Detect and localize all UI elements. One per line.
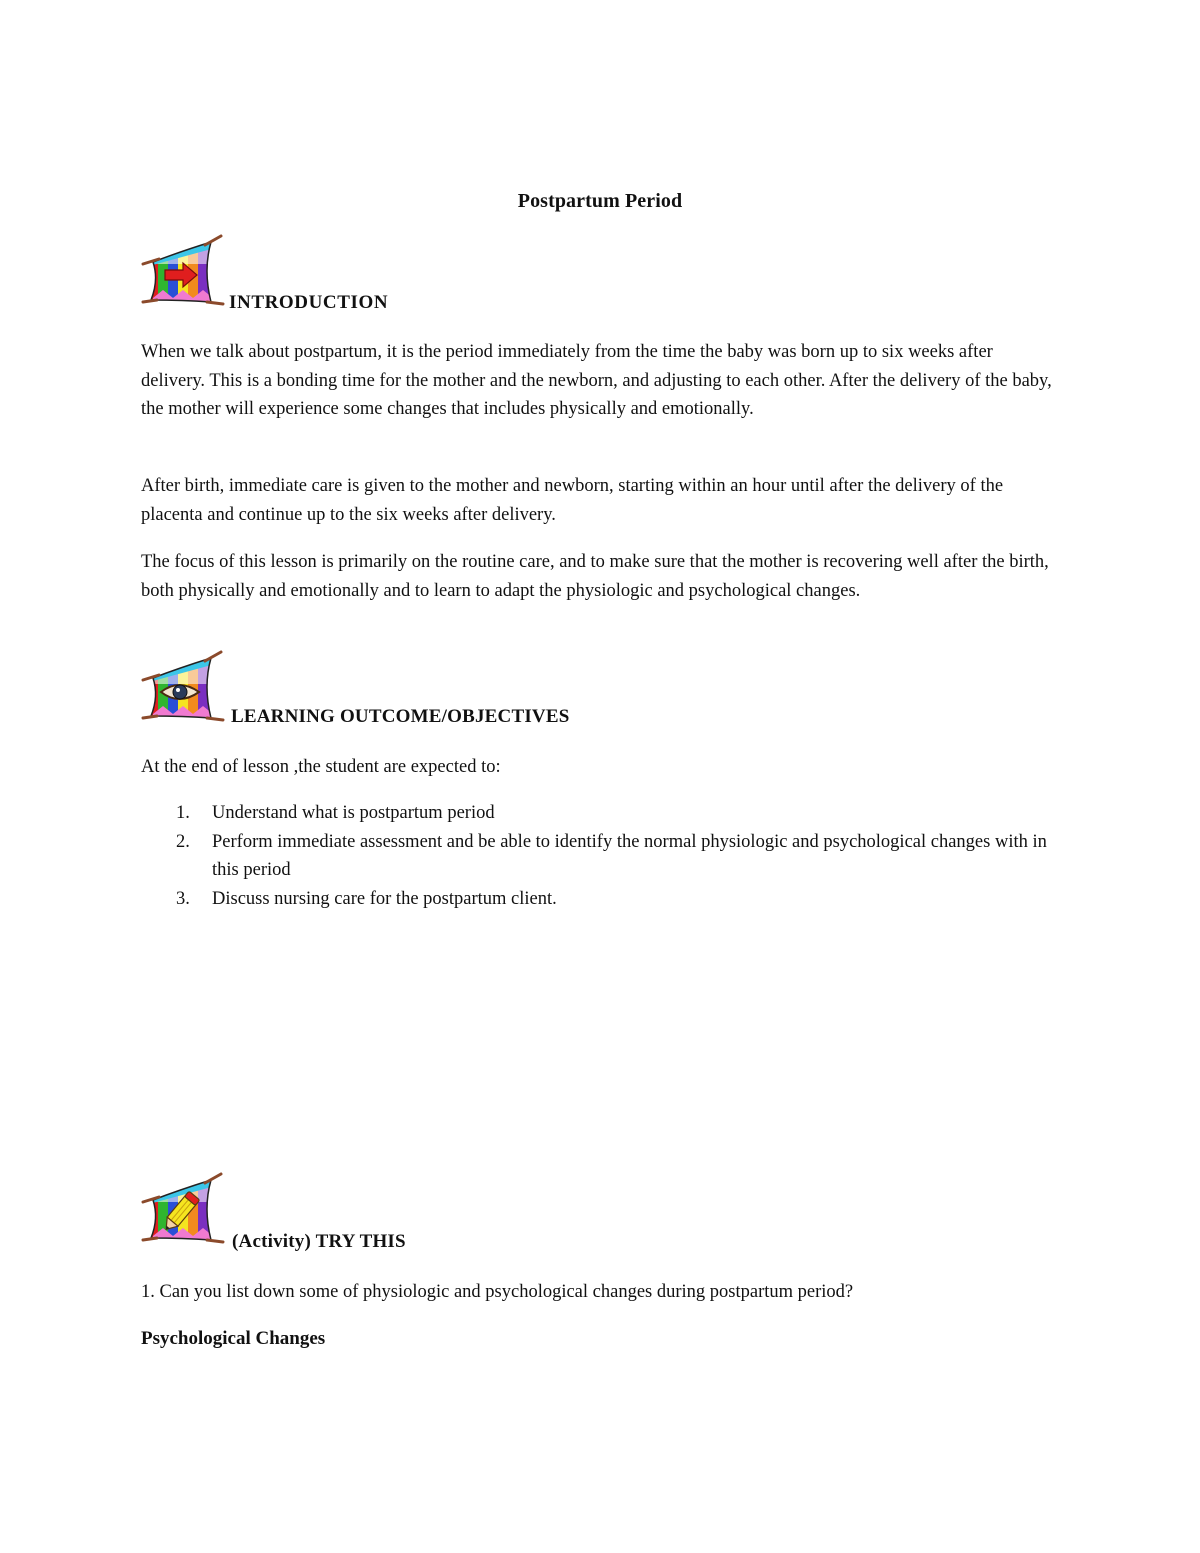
objectives-intro: At the end of lesson ,the student are expected to:: [141, 757, 501, 777]
intro-paragraph: The focus of this lesson is primarily on the routine care, and to make sure that the mother is recovering well after the birth, both physically and emotionally and to learn to adapt the physiologic and psychological changes.: [141, 552, 1049, 601]
section-heading-objectives: LEARNING OUTCOME/OBJECTIVES: [231, 706, 570, 727]
section-heading-activity: (Activity) TRY THIS: [232, 1231, 406, 1252]
list-item-text: Understand what is postpartum period: [212, 803, 495, 823]
list-item-number: 1.: [176, 803, 190, 823]
page-title: Postpartum Period: [517, 190, 683, 212]
list-item-number: 3.: [176, 888, 190, 909]
activity-question: 1. Can you list down some of physiologic and psychological changes during postpartum period?: [141, 1282, 854, 1302]
list-item: [141, 799, 1061, 828]
list-item-number: 2.: [176, 831, 190, 852]
list-item: [141, 828, 1061, 885]
section-heading-introduction: INTRODUCTION: [229, 292, 389, 313]
objectives-list: [141, 799, 1061, 913]
list-item-text: Perform immediate assessment and be able to identify the normal physiologic and psychological changes with in this period: [212, 831, 1047, 880]
subheading-psychological-changes: Psychological Changes: [141, 1328, 326, 1349]
list-item-text: Discuss nursing care for the postpartum client.: [212, 888, 557, 909]
arrow-banner-icon: [139, 234, 225, 310]
eye-banner-icon: [139, 650, 225, 726]
pencil-banner-icon: [139, 1172, 225, 1248]
intro-paragraph: After birth, immediate care is given to the mother and newborn, starting within an hour until after the delivery of the placenta and continue up to the six weeks after delivery.: [141, 476, 1004, 525]
intro-paragraph: When we talk about postpartum, it is the period immediately from the time the baby was born up to six weeks after delivery. This is a bonding time for the mother and the newborn, and adjusting to each other. After the delivery of the baby, the mother will experience some changes that includes physically and emotionally.: [141, 342, 1052, 419]
list-item: [141, 885, 1061, 914]
